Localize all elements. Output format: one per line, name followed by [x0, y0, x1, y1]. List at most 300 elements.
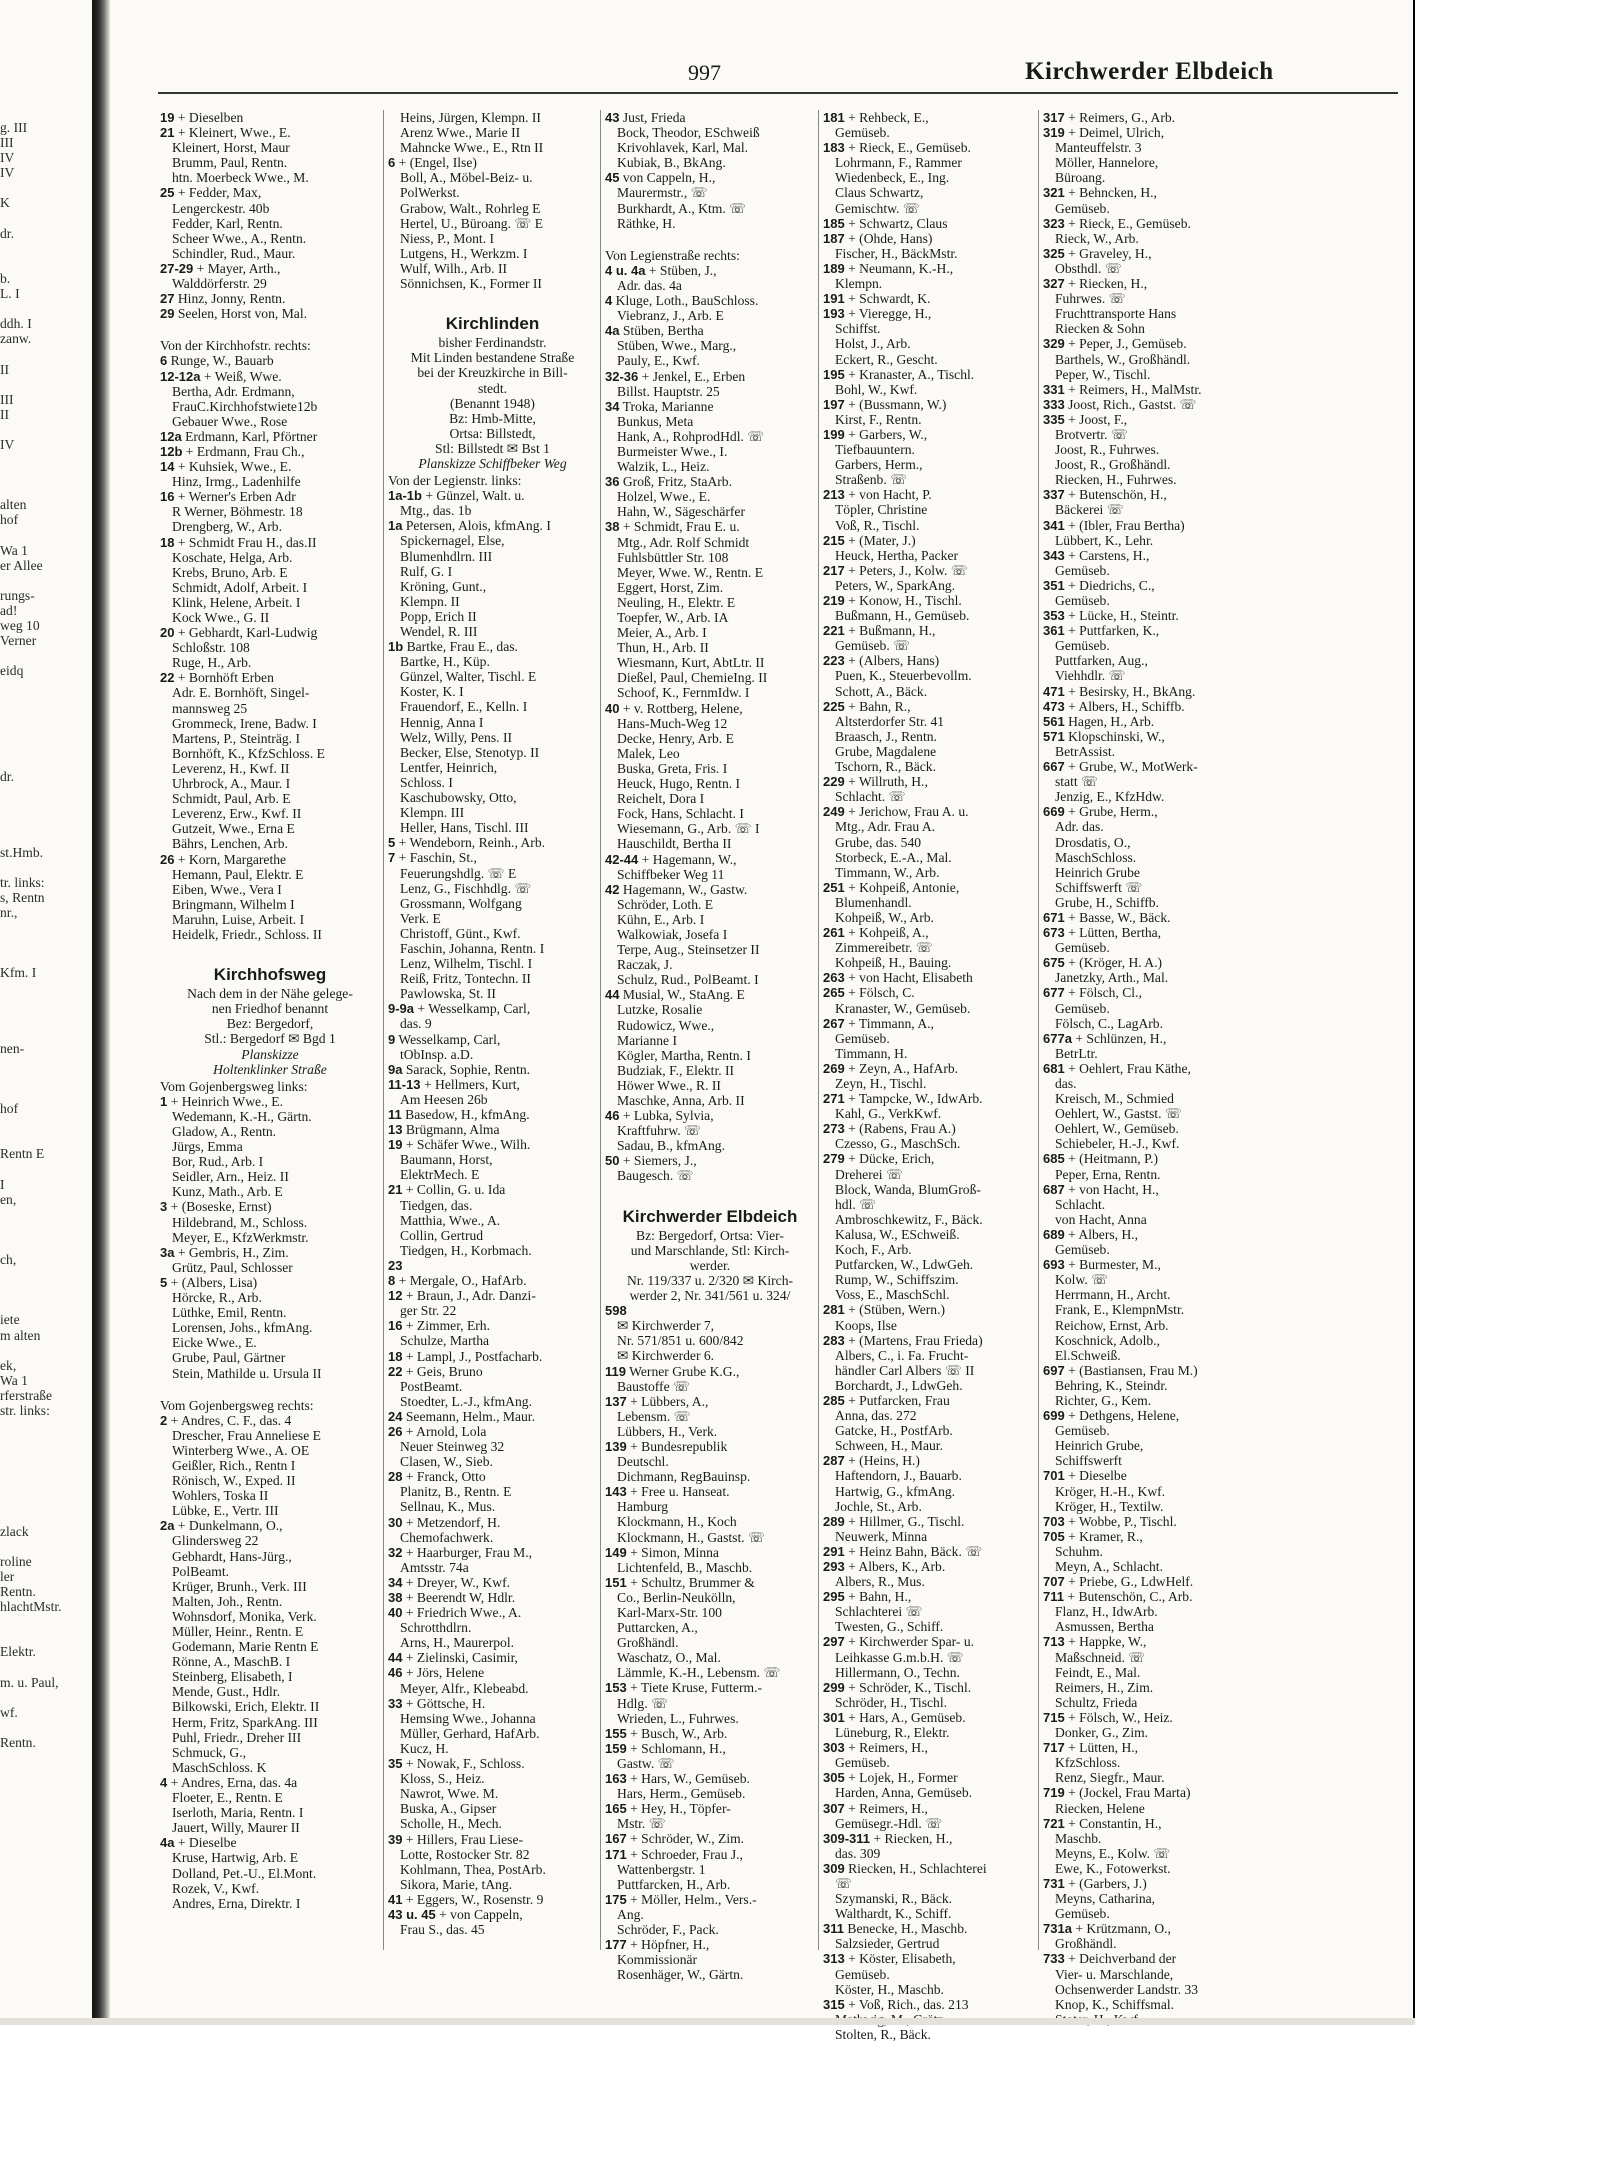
- resident-entry: PostBeamt.: [400, 1378, 463, 1394]
- resident-text: + (Martens, Frau Frieda): [844, 1332, 983, 1348]
- house-entry: [1043, 1061, 1408, 1076]
- house-number: 11: [388, 1107, 402, 1122]
- resident-entry: Verk. E: [400, 910, 441, 926]
- resident-entry: Floeter, E., Rentn. E: [172, 1790, 283, 1806]
- resident-entry: Höwer Wwe., R. II: [617, 1077, 721, 1093]
- margin-fragment: [0, 980, 88, 995]
- resident-entry: Meyer, E., KfzWerkmstr.: [172, 1229, 309, 1245]
- resident-entry: Andres, Erna, Direktr. I: [172, 1895, 301, 1911]
- house-entry: [388, 1077, 597, 1092]
- resident-entry: Szymanski, R., Bäck.: [835, 1891, 953, 1907]
- resident-entry: Bußmann, H., Gemüseb.: [835, 608, 970, 624]
- house-entry: [1043, 1589, 1408, 1604]
- resident-entry: Lutzke, Rosalie: [617, 1002, 703, 1018]
- resident-entry: Koster, K. I: [400, 684, 464, 700]
- house-number: 23: [388, 1257, 403, 1273]
- house-number: 187: [823, 230, 845, 246]
- resident-text: Werner Grube K.G.,: [625, 1363, 740, 1379]
- house-number: 731a: [1043, 1921, 1072, 1937]
- resident-entry: Jenzig, E., KfzHdw.: [1055, 789, 1165, 805]
- house-number: 269: [823, 1060, 845, 1076]
- resident-entry: Vier- u. Marschlande,: [1055, 1966, 1174, 1982]
- resident-entry: R Werner, Böhmestr. 18: [172, 504, 303, 520]
- house-entry: [160, 353, 380, 368]
- resident-entry: Grütz, Paul, Schlosser: [172, 1259, 293, 1275]
- resident-entry: Lentfer, Heinrich,: [400, 759, 498, 775]
- house-entry: [388, 1182, 597, 1197]
- resident-entry: Kommissionär: [617, 1952, 698, 1968]
- house-number: 40: [605, 700, 620, 716]
- resident-entry: Baugesch. ☏: [617, 1168, 694, 1184]
- resident-entry: Krebs, Bruno, Arb. E: [172, 564, 288, 580]
- resident-entry: Maschb.: [1055, 1830, 1102, 1846]
- resident-entry: Deutschl.: [617, 1454, 669, 1470]
- resident-entry: Manteuffelstr. 3: [1055, 140, 1142, 156]
- margin-fragment: st.Hmb.: [0, 844, 44, 860]
- resident-entry: ✉ Kirchwerder 7,: [617, 1318, 715, 1334]
- resident-entry: Frauendorf, E., Kelln. I: [400, 699, 528, 715]
- house-number: 16: [160, 489, 175, 505]
- house-number: 721: [1043, 1815, 1065, 1831]
- margin-fragment: g. III: [0, 120, 28, 135]
- resident-entry: Bornhöft, K., KfzSchloss. E: [172, 745, 325, 761]
- house-entry: [823, 140, 1035, 155]
- margin-fragment: [0, 1131, 88, 1146]
- house-number: 181: [823, 110, 845, 125]
- resident-entry: Stüben, Wwe., Marg.,: [617, 338, 737, 354]
- margin-fragment: nen-: [0, 1040, 25, 1056]
- resident-text: + Göttsche, H.: [402, 1695, 486, 1711]
- resident-entry: MaschSchloss.: [1055, 849, 1137, 865]
- resident-entry: Viehhdlr. ☏: [1055, 668, 1126, 684]
- resident-entry: Joost, R., Großhändl.: [1055, 457, 1171, 473]
- resident-text: + Hars, W., Gemüseb.: [626, 1771, 750, 1787]
- margin-fragment: nr.,: [0, 904, 18, 920]
- house-number: 287: [823, 1453, 845, 1469]
- resident-entry: Bartke, H., Küp.: [400, 654, 490, 670]
- resident-text: + Bundesrepublik: [626, 1438, 728, 1454]
- resident-entry: Kröger, H.-H., Kwf.: [1055, 1483, 1166, 1499]
- house-entry: [388, 850, 597, 865]
- street-description: Bz: Bergedorf, Ortsa: Vier-: [636, 1227, 784, 1243]
- resident-text: + Constantin, H.,: [1064, 1815, 1162, 1831]
- house-number: 38: [605, 519, 620, 535]
- resident-entry: das.: [1055, 1076, 1077, 1091]
- resident-text: + Bußmann, H.,: [844, 623, 936, 639]
- house-entry: [605, 1741, 815, 1756]
- resident-entry: Rozek, V., Kwf.: [172, 1880, 260, 1896]
- resident-entry: hdl. ☏: [835, 1196, 877, 1212]
- resident-entry: Adr. das. 4a: [617, 277, 682, 293]
- resident-text: + Busch, W., Arb.: [626, 1725, 728, 1741]
- resident-entry: Collin, Gertrud: [400, 1227, 484, 1243]
- house-entry: [1043, 684, 1408, 699]
- resident-entry: Kolw. ☏: [1055, 1272, 1109, 1288]
- house-number: 3: [160, 1199, 168, 1215]
- house-entry: [605, 1153, 815, 1168]
- house-entry: [388, 1424, 597, 1439]
- house-entry: [605, 323, 815, 338]
- resident-entry: Schulze, Martha: [400, 1333, 490, 1349]
- resident-text: + Grube, Herm.,: [1064, 804, 1158, 820]
- resident-text: + Tampcke, W., IdwArb.: [844, 1091, 983, 1107]
- resident-entry: mannsweg 25: [172, 700, 248, 716]
- margin-fragment: [0, 739, 88, 754]
- house-entry: [1043, 804, 1408, 819]
- margin-fragment: [0, 180, 88, 195]
- house-number: 193: [823, 306, 845, 322]
- resident-entry: Gemüseb.: [835, 125, 890, 141]
- house-number: 697: [1043, 1362, 1065, 1378]
- margin-fragment: [0, 950, 88, 965]
- resident-text: + Collin, G. u. Ida: [402, 1182, 506, 1198]
- resident-entry: Billst. Hauptstr. 25: [617, 383, 720, 399]
- resident-entry: Schrotthdlrn.: [400, 1620, 472, 1636]
- resident-text: + Hars, A., Gemüseb.: [844, 1709, 966, 1725]
- house-entry: [388, 1273, 597, 1288]
- margin-fragment: I: [0, 1176, 5, 1192]
- resident-entry: Voß, R., Tischl.: [835, 517, 920, 533]
- house-number: 27: [160, 291, 175, 307]
- resident-entry: Lengerckestr. 40b: [172, 200, 270, 216]
- house-number: 19: [160, 110, 175, 125]
- resident-entry: Riecken, H., Fuhrwes.: [1055, 472, 1177, 488]
- resident-entry: Herrmann, H., Archt.: [1055, 1287, 1171, 1303]
- resident-text: + Metzendorf, H.: [402, 1514, 501, 1530]
- house-number: 337: [1043, 487, 1065, 503]
- house-number: 309: [823, 1860, 845, 1876]
- resident-entry: Meier, A., Arb. I: [617, 625, 707, 641]
- house-entry: [1043, 1408, 1408, 1423]
- street-heading: Kirchhofsweg: [213, 965, 327, 985]
- resident-entry: Möller, Hannelore,: [1055, 155, 1159, 171]
- margin-fragment: [0, 1086, 88, 1101]
- house-number: 9-9a: [388, 1001, 415, 1017]
- resident-entry: Lübbert, K., Lehr.: [1055, 532, 1154, 548]
- house-entry: [388, 1409, 597, 1424]
- house-number: 715: [1043, 1709, 1065, 1725]
- resident-entry: Scholle, H., Mech.: [400, 1816, 502, 1832]
- house-entry: [823, 1921, 1035, 1936]
- house-number: 731: [1043, 1875, 1065, 1891]
- house-entry: [160, 625, 380, 640]
- resident-entry: Gemüseb.: [1055, 593, 1110, 608]
- house-number: 343: [1043, 547, 1065, 563]
- resident-entry: Raczak, J.: [617, 957, 673, 973]
- resident-entry: Lohrmann, F., Rammer: [835, 155, 962, 171]
- house-entry: [1043, 518, 1408, 533]
- margin-fragment: [0, 1448, 88, 1463]
- resident-entry: Lorensen, Johs., kfmAng.: [172, 1320, 313, 1336]
- resident-text: + Tiete Kruse, Futterm.-: [626, 1680, 762, 1696]
- resident-entry: Schröder, F., Pack.: [617, 1921, 719, 1937]
- resident-text: + Andres, Erna, das. 4a: [167, 1774, 298, 1790]
- resident-text: + Fölsch, C.: [844, 985, 915, 1001]
- resident-text: Bartke, Frau E., das.: [403, 639, 518, 655]
- resident-text: + Lütten, H.,: [1064, 1740, 1139, 1756]
- house-entry: [160, 535, 380, 550]
- resident-entry: Hillermann, O., Techn.: [835, 1664, 960, 1680]
- house-entry: [160, 185, 380, 200]
- resident-entry: Blumenhdlrn. III: [400, 548, 493, 564]
- column-rule: [818, 110, 819, 1950]
- margin-fragment: [0, 648, 88, 663]
- house-number: 7: [388, 850, 396, 866]
- house-number: 163: [605, 1771, 627, 1787]
- margin-fragment: [0, 256, 88, 271]
- resident-entry: Peper, Erna, Rentn.: [1055, 1166, 1161, 1182]
- resident-entry: Becker, Else, Stenotyp. II: [400, 744, 540, 760]
- resident-entry: Grube, Magdalene: [835, 743, 937, 759]
- resident-text: + Carstens, H.,: [1064, 547, 1150, 563]
- house-number: 185: [823, 215, 845, 231]
- resident-entry: Heller, Hans, Tischl. III: [400, 820, 529, 836]
- house-entry: [1043, 216, 1408, 231]
- resident-text: + (Boseske, Ernst): [167, 1199, 272, 1215]
- resident-entry: Klempn. II: [400, 593, 460, 609]
- house-entry: [1043, 1468, 1408, 1483]
- resident-entry: Puen, K., Steuerbevollm.: [835, 668, 972, 684]
- resident-entry: Mstr. ☏: [617, 1816, 666, 1832]
- house-number: 14: [160, 459, 175, 475]
- resident-text: + Happke, W.,: [1064, 1634, 1147, 1650]
- resident-text: + Bahn, H.,: [844, 1589, 912, 1605]
- margin-fragment: alten: [0, 497, 27, 513]
- house-entry: [823, 533, 1035, 548]
- column-rule: [600, 110, 601, 1950]
- house-number: 26: [160, 851, 175, 867]
- resident-entry: Knop, K., Schiffsmal.: [1055, 1996, 1175, 2012]
- resident-entry: Dolland, Pet.-U., El.Mont.: [172, 1865, 317, 1881]
- margin-fragment: [0, 829, 88, 844]
- resident-entry: Müller, Gerhard, HafArb.: [400, 1725, 540, 1741]
- house-number: 289: [823, 1513, 845, 1529]
- resident-entry: Behring, K., Steindr.: [1055, 1377, 1168, 1393]
- margin-fragment: [0, 1071, 88, 1086]
- house-number: 6: [388, 155, 396, 171]
- house-number: 311: [823, 1921, 844, 1937]
- resident-entry: das. 9: [400, 1016, 432, 1032]
- margin-fragment: [0, 1267, 88, 1282]
- house-number: 1b: [388, 639, 404, 655]
- resident-entry: Anna, das. 272: [835, 1408, 917, 1424]
- house-entry: [160, 110, 380, 125]
- resident-text: + Hagemann, W.,: [638, 851, 737, 867]
- house-number: 4: [160, 1774, 168, 1790]
- house-number: 191: [823, 291, 845, 307]
- house-number: 5: [388, 835, 396, 851]
- resident-entry: htn. Moerbeck Wwe., M.: [172, 170, 309, 186]
- house-number: 293: [823, 1559, 845, 1574]
- street-description: Stl.: Bergedorf ✉ Bgd 1: [204, 1031, 336, 1047]
- resident-entry: Mtg., das. 1b: [400, 503, 472, 519]
- resident-entry: Ambroschkewitz, F., Bäck.: [835, 1211, 983, 1227]
- house-entry: [388, 835, 597, 850]
- resident-entry: Reiß, Fritz, Tontechn. II: [400, 971, 531, 987]
- resident-entry: FrauC.Kirchhofstwiete12b: [172, 398, 318, 414]
- house-entry: [388, 1318, 597, 1333]
- resident-entry: Wiesemann, G., Arb. ☏ I: [617, 821, 760, 837]
- resident-text: + Simon, Minna: [626, 1544, 719, 1560]
- margin-fragment: [0, 467, 88, 482]
- house-entry: [605, 1726, 815, 1741]
- resident-text: + Arnold, Lola: [402, 1423, 487, 1439]
- margin-fragment: Kfm. I: [0, 965, 37, 981]
- house-number: 5: [160, 1274, 168, 1290]
- resident-entry: BetrLtr.: [1055, 1045, 1098, 1061]
- resident-text: + Möller, Helm., Vers.-: [626, 1891, 757, 1907]
- house-number: 8: [388, 1273, 396, 1289]
- house-entry: [605, 882, 815, 897]
- resident-text: + Kohpeiß, Antonie,: [844, 879, 960, 895]
- house-entry: [1043, 578, 1408, 593]
- margin-fragment: zanw.: [0, 331, 32, 347]
- street-description: stedt.: [477, 380, 508, 396]
- resident-entry: Gatcke, H., PostfArb.: [835, 1423, 953, 1439]
- resident-entry: Schoof, K., FernmIdw. I: [617, 685, 750, 701]
- margin-fragment: [0, 1222, 88, 1237]
- column-rule: [1038, 110, 1039, 1950]
- resident-text: + Schmidt, Frau E. u.: [619, 519, 740, 535]
- resident-entry: Gemüseb.: [1055, 200, 1110, 216]
- house-entry: [605, 1303, 815, 1318]
- resident-entry: Pauly, E., Kwf.: [617, 353, 700, 369]
- street-description: Mit Linden bestandene Straße: [410, 350, 575, 366]
- resident-entry: Matthia, Wwe., A.: [400, 1212, 501, 1228]
- margin-fragment: [0, 1509, 88, 1524]
- resident-entry: Mtg., Adr. Rolf Schmidt: [617, 534, 750, 550]
- house-number: 299: [823, 1679, 845, 1695]
- house-number: 42-44: [605, 851, 639, 867]
- resident-entry: Zimmereibetr. ☏: [835, 940, 933, 956]
- margin-fragment: III: [0, 135, 14, 151]
- resident-text: + Schmidt Frau H., das.II: [174, 534, 317, 550]
- resident-text: Benecke, H., Maschb.: [843, 1921, 968, 1937]
- house-number: 9: [388, 1031, 396, 1047]
- resident-entry: Lüneburg, R., Elektr.: [835, 1725, 950, 1741]
- resident-entry: Voss, E., MaschSchl.: [835, 1287, 950, 1303]
- resident-entry: Amtsstr. 74a: [400, 1559, 469, 1575]
- house-number: 471: [1043, 683, 1065, 699]
- resident-entry: Malek, Leo: [617, 745, 680, 761]
- house-number: 28: [388, 1469, 403, 1485]
- house-entry: [1043, 955, 1408, 970]
- house-number: 215: [823, 532, 845, 548]
- house-number: 165: [605, 1801, 627, 1817]
- resident-entry: Fuhrwes. ☏: [1055, 291, 1126, 307]
- margin-fragment: [0, 799, 88, 814]
- house-number: 219: [823, 593, 845, 608]
- house-entry: [1043, 623, 1408, 638]
- resident-entry: Klockmann, H., Koch: [617, 1514, 737, 1530]
- resident-entry: Hahn, W., Sägeschärfer: [617, 504, 745, 520]
- resident-entry: Walkowiak, Josefa I: [617, 926, 728, 942]
- resident-entry: Grube, H., Schiffb.: [1055, 894, 1159, 910]
- house-number: 675: [1043, 955, 1065, 971]
- resident-entry: BetrAssist.: [1055, 743, 1116, 759]
- house-number: 199: [823, 426, 845, 442]
- house-entry: [160, 1413, 380, 1428]
- resident-entry: Hartwig, G., kfmAng.: [835, 1483, 956, 1499]
- margin-fragment: IV: [0, 150, 15, 166]
- page-number: 997: [688, 60, 721, 85]
- house-number: 319: [1043, 125, 1065, 141]
- house-entry: [1043, 1514, 1408, 1529]
- house-entry: [160, 852, 380, 867]
- resident-entry: Walzik, L., Heiz.: [617, 459, 710, 475]
- house-entry: [388, 488, 597, 503]
- house-number: 149: [605, 1544, 627, 1560]
- house-number: 22: [388, 1363, 403, 1379]
- resident-entry: Timmann, H.: [835, 1045, 908, 1061]
- resident-entry: Sikora, Marie, tAng.: [400, 1876, 513, 1892]
- resident-entry: Fuhlsbüttler Str. 108: [617, 549, 729, 565]
- resident-entry: Ochsenwerder Landstr. 33: [1055, 1981, 1199, 1997]
- resident-entry: Viebranz, J., Arb. E: [617, 308, 724, 324]
- resident-text: + Wesselkamp, Carl,: [414, 1001, 531, 1017]
- house-number: 598: [605, 1303, 627, 1319]
- house-entry: [605, 701, 815, 716]
- house-entry: [823, 1302, 1035, 1317]
- margin-fragment: Elektr.: [0, 1644, 36, 1660]
- margin-fragment: [0, 1720, 88, 1735]
- margin-fragment: dr.: [0, 225, 14, 241]
- resident-text: + Schultz, Brummer &: [626, 1574, 755, 1590]
- resident-entry: Günzel, Walter, Tischl. E: [400, 669, 537, 685]
- resident-entry: Bäckerei ☏: [1055, 502, 1124, 518]
- resident-entry: Harden, Anna, Gemüseb.: [835, 1785, 973, 1801]
- house-number: 143: [605, 1484, 627, 1500]
- resident-text: + Dieselbe: [174, 1835, 237, 1851]
- resident-entry: Schulz, Rud., PolBeamt. I: [617, 972, 759, 988]
- house-number: 671: [1043, 909, 1065, 925]
- house-entry: [823, 880, 1035, 895]
- resident-entry: Tiedgen, H., Korbmach.: [400, 1242, 532, 1258]
- house-number: 41: [388, 1891, 403, 1907]
- resident-text: + Oehlert, Frau Käthe,: [1064, 1060, 1191, 1076]
- house-entry: [160, 1094, 380, 1109]
- resident-entry: Gemüseb. ☏: [835, 638, 911, 654]
- house-number: 325: [1043, 245, 1065, 261]
- house-entry: [605, 852, 815, 867]
- resident-entry: Müller, Heinr., Rentn. E: [172, 1624, 304, 1639]
- resident-text: + Nowak, F., Schloss.: [402, 1756, 525, 1772]
- resident-entry: Grube, das. 540: [835, 834, 922, 850]
- resident-entry: Lebensm. ☏: [617, 1408, 691, 1424]
- resident-entry: Meyer, Wwe. W., Rentn. E: [617, 564, 764, 580]
- resident-text: + Garbers, W.,: [844, 426, 928, 442]
- house-number: 4a: [605, 323, 620, 339]
- house-entry: [1043, 382, 1408, 397]
- house-number: 197: [823, 396, 845, 412]
- house-number: 681: [1043, 1060, 1065, 1076]
- resident-text: + Köster, Elisabeth,: [844, 1951, 956, 1967]
- house-entry: [1043, 714, 1408, 729]
- margin-fragment: ek,: [0, 1357, 17, 1373]
- house-number: 26: [388, 1423, 403, 1439]
- direction-note: Von Legienstraße rechts:: [605, 247, 740, 263]
- house-entry: [160, 369, 380, 384]
- house-number: 153: [605, 1680, 627, 1696]
- resident-entry: Braasch, J., Rentn.: [835, 728, 937, 744]
- resident-entry: Neuwerk, Minna: [835, 1528, 928, 1544]
- resident-entry: Gebhardt, Hans-Jürg.,: [172, 1548, 292, 1564]
- resident-text: Just, Frieda: [619, 110, 686, 125]
- house-entry: [823, 1016, 1035, 1031]
- resident-entry: Dreherei ☏: [835, 1166, 903, 1182]
- resident-entry: Fruchttransporte Hans: [1055, 306, 1177, 322]
- resident-entry: Arns, H., Maurerpol.: [400, 1635, 515, 1651]
